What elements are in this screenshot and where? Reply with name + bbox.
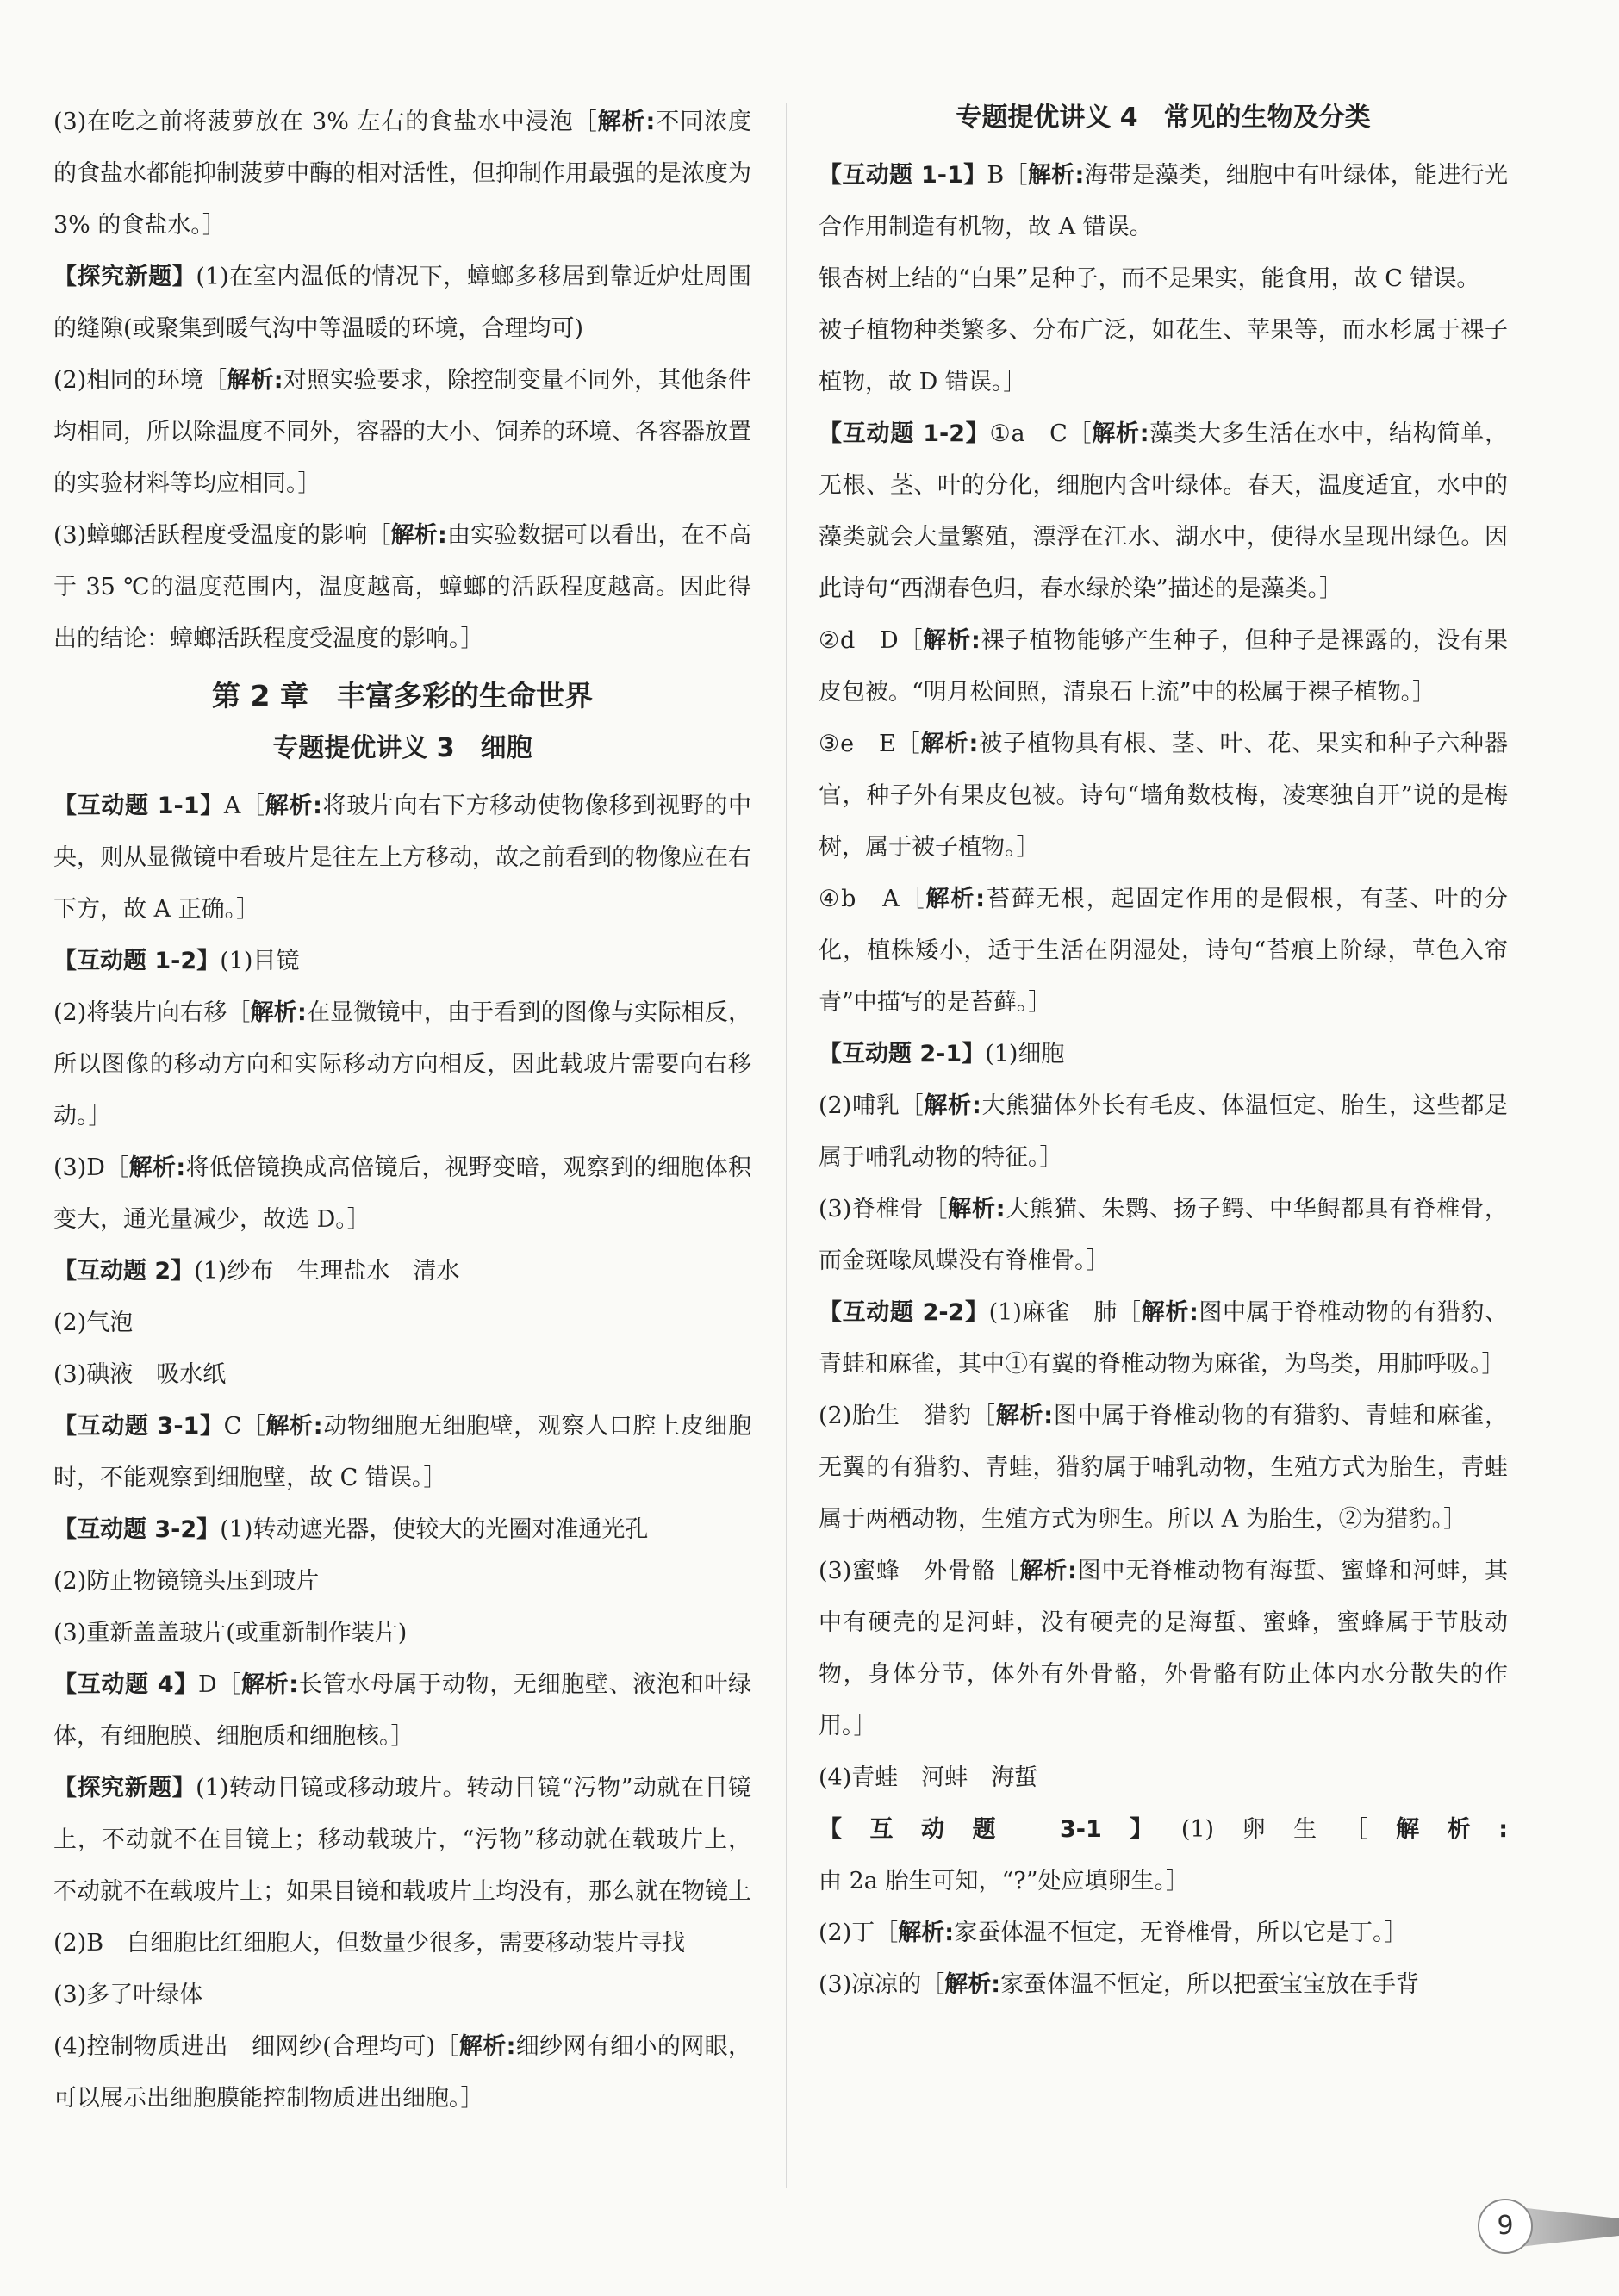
question-label: 【互动题 4】 [53, 1671, 198, 1698]
analysis-label: 解析: [390, 522, 447, 549]
answer-paragraph [819, 1907, 1508, 1959]
answer-paragraph [819, 1184, 1508, 1287]
answer-paragraph [53, 1969, 751, 2021]
answer-paragraph [53, 1401, 751, 1504]
answer-paragraph [53, 252, 751, 355]
question-label: 【互动题 3-1】 [53, 1413, 224, 1440]
answer-paragraph [819, 1804, 1508, 1907]
analysis-label: 解析: [1092, 420, 1149, 447]
section-title-4: 专题提优讲义 4 常见的生物及分类 [956, 103, 1371, 133]
answer-paragraph [819, 305, 1508, 408]
paragraph-text: 家蚕体温不恒定，无脊椎骨，所以它是丁。］ [954, 1920, 1408, 1946]
answer-paragraph [53, 355, 751, 510]
paragraph-text: (2)B 白细胞比红细胞大，但数量少很多，需要移动装片寻找 [53, 1930, 686, 1957]
answer-paragraph [53, 1556, 751, 1608]
analysis-label: 解析: [597, 109, 656, 135]
answer-paragraph [53, 1142, 751, 1246]
answer-paragraph [819, 408, 1508, 615]
question-label: 【互动题 3-2】 [53, 1516, 221, 1543]
question-label: 【互动题 1-2】 [53, 948, 221, 974]
paragraph-text: 细纱网有细小的网眼，可以展示出细胞膜能控制物质进出细胞。］ [53, 2033, 751, 2112]
paragraph-text: (3)重新盖盖玻片(或重新制作装片) [53, 1620, 408, 1646]
paragraph-text: (1)目镜 [220, 948, 300, 974]
paragraph-text: 苔藓无根，起固定作用的是假根，有茎、叶的分化，植株矮小，适于生活在阴湿处，诗句“苔痕上阶绿，草色入帘青”中描写的是苔藓。］ [819, 886, 1508, 1016]
paragraph-text: 由实验数据可以看出，在不高于 35 ℃的温度范围内，温度越高，蟑螂的活跃程度越高。因此得出的结论：蟑螂活跃程度受温度的影响。］ [53, 522, 751, 652]
section-title-3: 专题提优讲义 3 细胞 [272, 733, 532, 763]
paragraph-text: B［ [987, 162, 1028, 189]
question-label: 【探究新题】 [53, 264, 196, 290]
paragraph-text: 银杏树上结的“白果”是种子，而不是果实，能食用，故 C 错误。 [819, 265, 1480, 292]
left-bottom-paragraphs [53, 781, 751, 2125]
answer-paragraph [53, 1763, 751, 1918]
answer-paragraph [819, 1287, 1508, 1391]
paragraph-text: 长管水母属于动物，无细胞壁、液泡和叶绿体，有细胞膜、细胞质和细胞核。］ [53, 1671, 751, 1750]
page-number: 9 [1478, 2199, 1533, 2254]
left-top-paragraphs [53, 96, 751, 665]
paragraph-text: 被子植物具有根、茎、叶、花、果实和种子六种器官，种子外有果皮包被。诗句“墙角数枝梅，凌寒独自开”说的是梅树，属于被子植物。］ [819, 731, 1508, 861]
paragraph-text: (1)在室内温低的情况下，蟑螂多移居到靠近炉灶周围的缝隙(或聚集到暖气沟中等温暖的环境，合理均可) [53, 264, 751, 342]
answer-paragraph [53, 2021, 751, 2125]
paragraph-text: (3)在吃之前将菠萝放在 3% 左右的食盐水中浸泡［ [53, 109, 598, 135]
answer-paragraph [53, 781, 751, 936]
analysis-label: 解析: [1141, 1299, 1199, 1326]
paragraph-text: 图中无脊椎动物有海蜇、蜜蜂和河蚌，其中有硬壳的是河蚌，没有硬壳的是海蜇、蜜蜂，蜜蜂属于节肢动物，身体分节，体外有外骨骼，外骨骼有防止体内水分散失的作用。］ [819, 1558, 1508, 1739]
question-label: 【互动题 2】 [53, 1258, 195, 1285]
answer-paragraph [53, 1349, 751, 1401]
answer-paragraph [53, 1504, 751, 1556]
paragraph-text: (3)蟑螂活跃程度受温度的影响［ [53, 522, 391, 549]
paragraph-text: 对照实验要求，除控制变量不同外，其他条件均相同，所以除温度不同外，容器的大小、饲养的环境、各容器放置的实验材料等均应相同。］ [53, 367, 751, 497]
paragraph-text: (1)卵生［ [1180, 1816, 1397, 1843]
paragraph-text: 将低倍镜换成高倍镜后，视野变暗，观察到的细胞体积变大，通光量减少，故选 D。］ [53, 1154, 751, 1233]
paragraph-text: (2)丁［ [819, 1920, 899, 1946]
analysis-label: 解析: [948, 1196, 1006, 1223]
paragraph-text: 藻类大多生活在水中，结构简单，无根、茎、叶的分化，细胞内含叶绿体。春天，温度适宜，水中的藻类就会大量繁殖，漂浮在江水、湖水中，使得水呈现出绿色。因此诗句“西湖春色归，春水绿於染”描述的是藻类。］ [819, 420, 1508, 602]
paragraph-text: (3)D［ [53, 1154, 129, 1181]
analysis-label: 解析: [920, 731, 979, 757]
right-column [819, 96, 1508, 2011]
paragraph-text: (4)控制物质进出 细网纱(合理均可)［ [53, 2033, 459, 2060]
paragraph-text: 裸子植物能够产生种子，但种子是裸露的，没有果皮包被。“明月松间照，清泉石上流”中的松属于裸子植物。］ [819, 627, 1509, 706]
paragraph-text: (3)蜜蜂 外骨骼［ [819, 1558, 1020, 1584]
question-label: 【互动题 3-1】 [819, 1816, 1181, 1843]
paragraph-text: (3)脊椎骨［ [819, 1196, 949, 1223]
analysis-label: 解析: [1027, 162, 1085, 189]
paragraph-text: (3)碘液 吸水纸 [53, 1361, 227, 1388]
answer-paragraph [819, 150, 1508, 253]
paragraph-text: 被子植物种类繁多、分布广泛，如花生、苹果等，而水杉属于裸子植物，故 D 错误。］ [819, 317, 1508, 395]
answer-paragraph [819, 1546, 1508, 1752]
chapter-title: 第 2 章 丰富多彩的生命世界 [212, 679, 593, 712]
answer-paragraph [53, 1608, 751, 1659]
analysis-label: 解析: [128, 1154, 186, 1181]
answer-paragraph [819, 1391, 1508, 1546]
analysis-label: 解析: [1019, 1558, 1077, 1584]
question-label: 【探究新题】 [53, 1775, 196, 1801]
paragraph-text: ③e E［ [819, 731, 921, 757]
paragraph-text: C［ [223, 1413, 266, 1440]
paragraph-text: 图中属于脊椎动物的有猎豹、青蛙和麻雀，无翼的有猎豹、青蛙，猎豹属于哺乳动物，生殖方式为胎生，青蛙属于两栖动物，生殖方式为卵生。所以 A 为胎生，②为猎豹。］ [819, 1403, 1508, 1533]
answer-paragraph [819, 719, 1508, 874]
paragraph-text: 将玻片向右下方移动使物像移到视野的中央，则从显微镜中看玻片是往左上方移动，故之前看到的物像应在右下方，故 A 正确。］ [53, 793, 751, 923]
paragraph-text: (2)气泡 [53, 1310, 134, 1336]
paragraph-text: 家蚕体温不恒定，所以把蚕宝宝放在手背 [1000, 1971, 1420, 1998]
answer-paragraph [819, 1752, 1508, 1804]
analysis-label: 解析: [265, 793, 322, 819]
question-label: 【互动题 1-1】 [819, 162, 987, 189]
paragraph-text: 大熊猫、朱鹮、扬子鳄、中华鲟都具有脊椎骨，而金斑喙凤蝶没有脊椎骨。］ [819, 1196, 1508, 1274]
paragraph-text: (2)哺乳［ [819, 1092, 925, 1119]
paragraph-text: 图中属于脊椎动物的有猎豹、青蛙和麻雀，其中①有翼的脊椎动物为麻雀，为鸟类，用肺呼吸。］ [819, 1299, 1509, 1378]
paragraph-text: (1)麻雀 肺［ [988, 1299, 1142, 1326]
analysis-label: 解析: [240, 1671, 299, 1698]
paragraph-text: (3)凉凉的［ [819, 1971, 945, 1998]
answer-paragraph [819, 1959, 1508, 2011]
paragraph-text: A［ [223, 793, 265, 819]
analysis-label: 解析: [227, 367, 283, 394]
paragraph-text: 在显微镜中，由于看到的图像与实际相反，所以图像的移动方向和实际移动方向相反，因此载玻片需要向右移动。］ [53, 999, 751, 1129]
paragraph-text: 海带是藻类，细胞中有叶绿体，能进行光合作用制造有机物，故 A 错误。 [819, 162, 1508, 240]
paragraph-text: (1)转动目镜或移动玻片。转动目镜“污物”动就在目镜上，不动就不在目镜上；移动载玻片，“污物”移动就在载玻片上，不动就不在载玻片上；如果目镜和载玻片上均没有，那么就在物镜上 [53, 1775, 751, 1905]
question-label: 【互动题 1-1】 [53, 793, 224, 819]
analysis-label: 解析: [898, 1920, 955, 1946]
analysis-label: 解析: [250, 999, 307, 1026]
paragraph-text: 不同浓度的食盐水都能抑制菠萝中酶的相对活性，但抑制作用最强的是浓度为 3% 的食盐水。］ [53, 109, 751, 239]
answer-paragraph [53, 987, 751, 1142]
paragraph-text: (3)多了叶绿体 [53, 1982, 203, 2008]
answer-paragraph [53, 1246, 751, 1297]
paragraph-text: 动物细胞无细胞壁，观察人口腔上皮细胞时，不能观察到细胞壁，故 C 错误。］ [53, 1413, 751, 1491]
paragraph-text: (2)胎生 猎豹［ [819, 1403, 996, 1429]
analysis-label: 解析: [924, 1092, 981, 1119]
answer-paragraph [819, 874, 1508, 1029]
analysis-label: 解析: [923, 627, 981, 654]
paragraph-text: 大熊猫体外长有毛皮、体温恒定、胎生，这些都是属于哺乳动物的特征。］ [819, 1092, 1509, 1171]
paragraph-text: (2)防止物镜镜头压到玻片 [53, 1568, 320, 1595]
paragraph-text: D［ [197, 1671, 241, 1698]
paragraph-text: ②d D［ [819, 627, 924, 654]
question-label: 【互动题 2-1】 [819, 1041, 986, 1067]
answer-paragraph [53, 936, 751, 987]
paragraph-text: (4)青蛙 河蚌 海蜇 [819, 1764, 1038, 1791]
analysis-label: 解析: [925, 886, 986, 912]
analysis-label: 解析: [458, 2033, 516, 2060]
answer-paragraph [819, 615, 1508, 719]
left-column [53, 96, 751, 2125]
answer-paragraph [53, 1918, 751, 1969]
paragraph-text: (1)细胞 [985, 1041, 1065, 1067]
answer-paragraph [53, 1297, 751, 1349]
question-label: 【互动题 1-2】 [819, 420, 990, 447]
answer-paragraph [819, 1080, 1508, 1184]
answer-paragraph [53, 510, 751, 665]
paragraph-text: 由 2a 胎生可知，“?”处应填卵生。］ [819, 1868, 1190, 1895]
paragraph-text: ①a C［ [989, 420, 1093, 447]
answer-paragraph [819, 1029, 1508, 1080]
right-paragraphs [819, 150, 1508, 2011]
analysis-label: 解析: [1396, 1816, 1508, 1843]
paragraph-text: (2)相同的环境［ [53, 367, 227, 394]
analysis-label: 解析: [944, 1971, 1001, 1998]
paragraph-text: (1)转动遮光器，使较大的光圈对准通光孔 [220, 1516, 649, 1543]
analysis-label: 解析: [995, 1403, 1054, 1429]
column-divider [786, 103, 787, 2188]
paragraph-text: ④b A［ [819, 886, 926, 912]
analysis-label: 解析: [265, 1413, 323, 1440]
paragraph-text: (1)纱布 生理盐水 清水 [194, 1258, 460, 1285]
answer-paragraph [819, 253, 1508, 305]
answer-paragraph [53, 1659, 751, 1763]
answer-paragraph [53, 96, 751, 252]
question-label: 【互动题 2-2】 [819, 1299, 989, 1326]
paragraph-text: (2)将装片向右移［ [53, 999, 251, 1026]
